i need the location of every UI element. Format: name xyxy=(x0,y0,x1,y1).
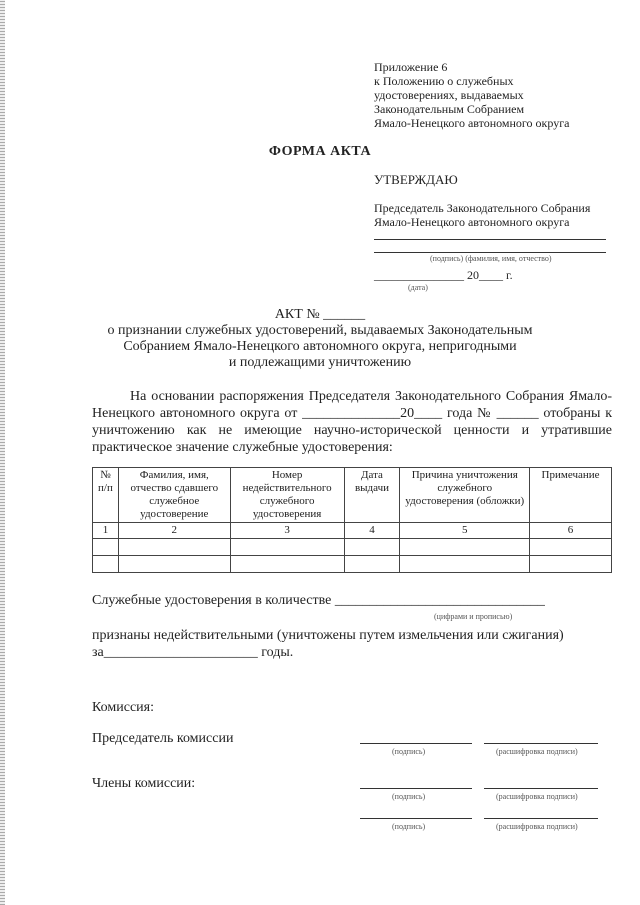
decode-caption: (расшифровка подписи) xyxy=(496,822,578,831)
chairman-label: Председатель комиссии xyxy=(92,731,234,746)
member-decode-line xyxy=(484,788,598,789)
member-signature-line xyxy=(360,818,472,819)
decode-caption: (расшифровка подписи) xyxy=(496,747,578,756)
table-cell xyxy=(118,556,230,573)
table-cell: 5 xyxy=(400,523,530,539)
member-signature-line xyxy=(360,788,472,789)
table-cell: 3 xyxy=(230,523,344,539)
table-number-row xyxy=(93,523,612,539)
table-cell: 1 xyxy=(93,523,119,539)
table-cell xyxy=(230,556,344,573)
appendix-line: к Положению о служебных xyxy=(374,74,514,88)
declared-line: признаны недействительными (уничтожены путем измельчения или сжигания) xyxy=(92,628,564,643)
signature-caption: (подпись) (фамилия, имя, отчество) xyxy=(430,254,552,263)
table-cell: 4 xyxy=(344,523,400,539)
table-cell xyxy=(530,539,612,556)
approver-position-line: Ямало-Ненецкого автономного округа xyxy=(374,215,570,229)
act-heading: АКТ № ______ xyxy=(274,307,366,322)
name-line xyxy=(374,252,606,253)
form-title: ФОРМА АКТА xyxy=(268,144,372,159)
table-row xyxy=(93,556,612,573)
appendix-line: Ямало-Ненецкого автономного округа xyxy=(374,116,570,130)
col-cert-number-header: Номер недействительного служебного удостоверения xyxy=(230,468,344,523)
intro-paragraph xyxy=(92,388,612,456)
table-cell xyxy=(530,556,612,573)
table-cell xyxy=(400,556,530,573)
table-cell: 2 xyxy=(118,523,230,539)
act-subtitle-line: о признании служебных удостоверений, выдаваемых Законодательным xyxy=(107,323,533,338)
declared-paragraph xyxy=(92,627,612,661)
approver-position xyxy=(374,201,590,229)
chairman-decode-line xyxy=(484,743,598,744)
col-number-header: № п/п xyxy=(93,468,119,523)
table-cell xyxy=(400,539,530,556)
member-decode-line xyxy=(484,818,598,819)
table-cell xyxy=(230,539,344,556)
table-cell xyxy=(93,556,119,573)
signature-caption: (подпись) xyxy=(392,792,426,801)
table-row xyxy=(93,539,612,556)
commission-label: Комиссия: xyxy=(92,700,154,715)
count-caption: (цифрами и прописью) xyxy=(434,612,513,621)
col-note-header: Примечание xyxy=(530,468,612,523)
signature-line xyxy=(374,239,606,240)
chairman-signature-line xyxy=(360,743,472,744)
members-label: Члены комиссии: xyxy=(92,776,196,791)
appendix-note xyxy=(374,60,569,130)
col-name-header: Фамилия, имя, отчество сдавшего служебное удостоверение xyxy=(118,468,230,523)
table-cell xyxy=(118,539,230,556)
table-cell xyxy=(344,556,400,573)
table-cell xyxy=(93,539,119,556)
col-issue-date-header: Дата выдачи xyxy=(344,468,400,523)
act-subtitle-line: и подлежащими уничтожению xyxy=(228,355,412,370)
intro-text: На основании распоряжения Председателя Законодательного Собрания Ямало-Ненецкого автономного округа от ______________20____ года № ______ отобраны к уничтожению как не имеющие научно-исторической ценности и утратившие практическое значение служебные удостоверения: xyxy=(92,389,612,455)
table-cell: 6 xyxy=(530,523,612,539)
signature-caption: (подпись) xyxy=(392,747,426,756)
act-title xyxy=(0,307,640,371)
table-cell xyxy=(344,539,400,556)
approval-date: _______________ 20____ г. xyxy=(374,268,513,282)
appendix-line: Законодательным Собранием xyxy=(374,102,525,116)
signature-caption: (подпись) xyxy=(392,822,426,831)
table-header-row xyxy=(93,468,612,523)
col-reason-header: Причина уничтожения служебного удостоверения (обложки) xyxy=(400,468,530,523)
decode-caption: (расшифровка подписи) xyxy=(496,792,578,801)
appendix-line: Приложение 6 xyxy=(374,60,448,74)
date-caption: (дата) xyxy=(408,283,428,292)
approve-label: УТВЕРЖДАЮ xyxy=(374,172,458,187)
certificates-table xyxy=(92,467,612,573)
count-line: Служебные удостоверения в количестве ______________________________ xyxy=(92,593,545,608)
act-subtitle-line: Собранием Ямало-Ненецкого автономного округа, непригодными xyxy=(123,339,517,354)
approver-position-line: Председатель Законодательного Собрания xyxy=(374,201,591,215)
declared-line: за______________________ годы. xyxy=(92,645,294,660)
appendix-line: удостоверениях, выдаваемых xyxy=(374,88,524,102)
